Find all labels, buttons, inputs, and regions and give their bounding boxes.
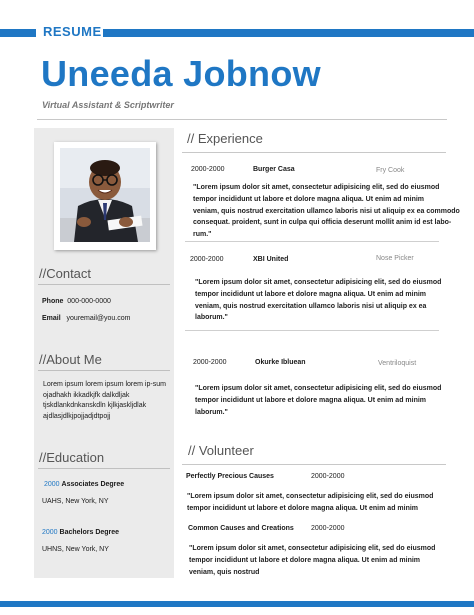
education-year: 2000 <box>44 481 60 488</box>
job-company: XBI United <box>253 256 289 263</box>
job-description-line: laborum." <box>195 408 228 416</box>
education-year: 2000 <box>42 529 58 536</box>
job-description-line: consequat. proident, sunt in culpa qui officia deserunt mollit anim id est labo- <box>193 219 452 227</box>
volunteer-description-line: veniam, quis nostrud <box>189 568 260 576</box>
volunteer-description-line: "Lorem ipsum dolor sit amet, consectetur adipisicing elit, sed do eiusmod <box>187 493 434 500</box>
job-description-line: "Lorem ipsum dolor sit amet, consectetur adipisicing elit, sed do eiusmod <box>193 184 440 191</box>
volunteer-years: 2000-2000 <box>311 525 345 532</box>
job-years: 2000-2000 <box>191 166 225 173</box>
job-role: Ventriloquist <box>378 360 417 367</box>
job-company: Burger Casa <box>253 166 295 173</box>
job-description-line: veniam, quis nostrud exercitation ullamco laboris nisi ut aliquip ex ea commodo <box>193 207 460 215</box>
education-heading: //Education <box>39 450 105 465</box>
contact-email-row <box>42 315 130 322</box>
volunteer-description-line: "Lorem ipsum dolor sit amet, consectetur adipisicing elit, sed do eiusmod <box>189 545 436 552</box>
job-company: Okurke Ibluean <box>255 359 306 366</box>
contact-heading: //Contact <box>39 266 92 281</box>
job-role: Fry Cook <box>376 167 405 174</box>
candidate-name: Uneeda Jobnow <box>41 53 321 94</box>
contact-divider <box>38 284 170 285</box>
phone-value: 000-000-0000 <box>67 298 111 305</box>
education-item <box>44 481 124 488</box>
job-description-line: laborum." <box>195 314 228 322</box>
resume-label: RESUME <box>43 24 102 39</box>
profile-photo-illustration <box>60 148 150 242</box>
volunteer-description <box>187 491 433 515</box>
job-years: 2000-2000 <box>190 256 224 263</box>
education-location: UHNS, New York, NY <box>42 546 109 553</box>
top-accent-bar-right <box>103 29 474 37</box>
job-description-line: "Lorem ipsum dolor sit amet, consectetur adipisicing elit, sed do eiusmod <box>195 385 442 392</box>
candidate-subtitle: Virtual Assistant & Scriptwriter <box>42 100 174 110</box>
job-description <box>195 383 441 418</box>
education-degree: Bachelors Degree <box>59 529 120 536</box>
job-years: 2000-2000 <box>193 359 227 366</box>
about-divider <box>38 370 170 371</box>
email-value[interactable]: youremail@you.com <box>66 315 131 322</box>
about-text: Lorem ipsum lorem ipsum lorem ip-sum ojadhakh ikkadkjfk dalkdljak tjskdlankdnkanskdln kjlkjaskljdlak ajdlasjdlkjpojjadjdtpojj <box>43 381 166 420</box>
phone-label: Phone <box>42 298 64 305</box>
volunteer-divider <box>182 464 446 465</box>
education-divider <box>38 468 170 469</box>
volunteer-org: Common Causes and Creations <box>188 525 294 532</box>
job-description-line: "Lorem ipsum dolor sit amet, consectetur adipisicing elit, sed do eiusmod <box>195 279 442 286</box>
education-location: UAHS, New York, NY <box>42 498 109 505</box>
education-degree: Associates Degree <box>61 481 125 488</box>
experience-divider <box>182 152 446 153</box>
volunteer-heading: // Volunteer <box>188 443 254 458</box>
job-description-line: rum." <box>193 231 212 239</box>
volunteer-description-line: tempor incididunt ut labore et dolore magna aliqua. Ut enim ad minim <box>189 556 421 564</box>
job-description <box>195 277 441 324</box>
volunteer-description <box>189 543 435 578</box>
job-description-line: tempor incididunt ut labore et dolore magna aliqua. Ut enim ad minim <box>195 396 427 404</box>
volunteer-years: 2000-2000 <box>311 473 345 480</box>
volunteer-org: Perfectly Precious Causes <box>186 473 274 480</box>
education-item <box>42 529 119 536</box>
top-accent-bar-left <box>0 29 36 37</box>
job-divider <box>185 241 439 242</box>
job-description-line: veniam, quis nostrud exercitation ullamco laboris nisi ut aliquip ex ea <box>195 302 427 310</box>
profile-photo <box>60 148 150 242</box>
job-description-line: tempor incididunt ut labore et dolore magna aliqua. Ut enim ad minim <box>195 290 427 298</box>
job-role: Nose Picker <box>376 255 414 262</box>
job-description <box>193 182 460 241</box>
job-divider <box>185 330 439 331</box>
job-description-line: tempor incididunt ut labore et dolore magna aliqua. Ut enim ad minim <box>193 195 425 203</box>
bottom-accent-bar <box>0 601 474 607</box>
email-label: Email <box>42 315 61 322</box>
title-divider <box>37 119 447 120</box>
experience-heading: // Experience <box>187 131 263 146</box>
volunteer-description-line: tempor incididunt ut labore et dolore magna aliqua. Ut enim ad minim <box>187 504 419 512</box>
about-heading: //About Me <box>39 352 102 367</box>
contact-phone-row <box>42 298 111 305</box>
